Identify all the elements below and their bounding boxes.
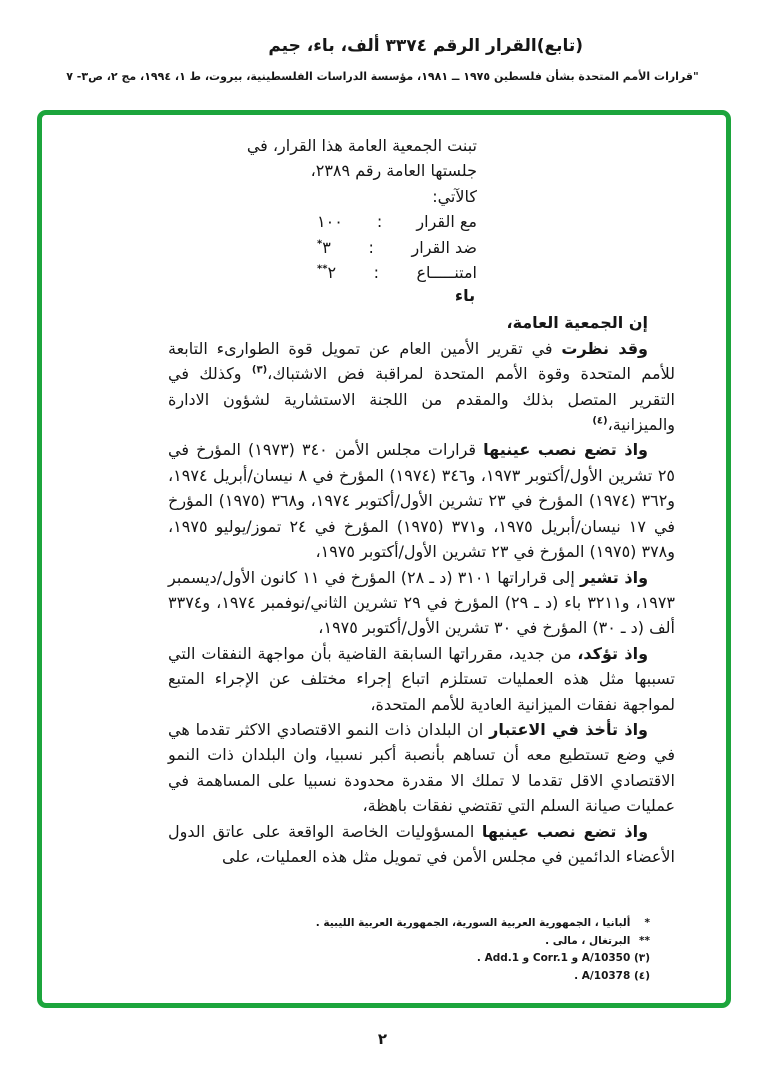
paragraph-text: ان البلدان ذات النمو الاقتصادي الاكثر تقدما هي في وضع تستطيع معه أن تساهم بأنصبة أكبر نسبيا، وان البلدان ذات النمو الاقتصادي الاقل تقدما لا تملك الا مقدرة محدودة نسبيا على المساهمة في عمليات صيانة السلم التي تقتضي نفقات باهظة، [168,719,675,816]
vote-value [317,260,336,285]
source-citation: "قرارات الأمم المتحدة بشأن فلسطين ١٩٧٥ ــ ١٩٨١، مؤسسة الدراسات الفلسطينية، بيروت، ط ١، ١٩٩٤، مج ٢، ص٣- ٧ [66,70,699,83]
vote-count: ٣ [322,237,331,257]
adoption-line: جلستها العامة رقم ٢٣٨٩، [310,161,477,181]
adoption-statement [187,133,477,209]
paragraph-lead: واذ تأخذ في الاعتبار [489,719,648,739]
preamble-paragraph-5 [168,717,675,819]
footnote-marker: (٣) [633,952,650,964]
preamble-paragraph-3 [168,565,675,641]
page-content [168,133,675,869]
vote-tally [317,209,477,285]
vote-label: امتنـــــاع [416,263,477,283]
footnote-reference-3: (٣) [251,364,268,376]
footnote-text: A/10350 و Corr.1 و Add.1 . [476,952,631,964]
header-title: (تابع)القرار الرقم ٣٣٧٤ ألف، باء، جيم [268,36,583,56]
vote-row-for [317,209,477,234]
adoption-line: تبنت الجمعية العامة هذا القرار، في [246,136,477,155]
paragraph-lead: واذ تشير [579,567,649,587]
preamble-paragraph-6 [168,819,675,870]
paragraph-lead: واذ تضع نصب عينيها [483,440,648,460]
vote-colon: : [373,263,379,283]
paragraph-lead: واذ تضع نصب عينيها [481,821,649,841]
footnote-item-1 [82,915,650,933]
paragraph-lead: واذ تؤكد، [577,643,649,663]
paragraph-text: في تقرير الأمين العام عن تمويل قوة الطوارىء التابعة للأمم المتحدة وقوة الأمم المتحدة لمراقبة فض الاشتباك، [168,338,675,384]
vote-row-against [317,235,477,260]
footnote-item-4 [82,968,650,986]
preamble-paragraph-1 [168,336,675,438]
footnote-item-3 [82,950,650,968]
paragraph-lead: وقد نظرت [561,338,648,358]
page-number: ٢ [377,1030,388,1048]
vote-colon: : [376,212,383,232]
adoption-line: كالآتي: [432,186,477,206]
vote-count: ٢ [327,263,337,283]
paragraph-text: المسؤوليات الخاصة الواقعة على عاتق الدول الأعضاء الدائمين في مجلس الأمن في تمويل مثل هذه العمليات، على [168,821,675,866]
footnote-text: A/10378 . [574,969,631,982]
paragraph-text: وكذلك في التقرير المتصل بذلك والمقدم من اللجنة الاستشارية لشؤون الادارة والميزانية، [168,364,675,435]
footnote-marker: * [644,917,650,929]
footnote-text: ألبانيا ، الجمهورية العربية السورية، الجمهورية العربية الليبية . [315,917,631,929]
vote-value [317,235,331,260]
vote-count: ١٠٠ [317,212,343,232]
paragraph-text: قرارات مجلس الأمن ٣٤٠ (١٩٧٣) المؤرخ في ٢٥ تشرين الأول/أكتوبر ١٩٧٣، و٣٤٦ (١٩٧٤) المؤرخ في ٨ نيسان/أبريل ١٩٧٤، و٣٦٢ (١٩٧٤) المؤرخ في ٢٣ تشرين الأول/أكتوبر ١٩٧٤، و٣٦٨ (١٩٧٥) المؤرخ في ١٧ نيسان/أبريل ١٩٧٥، و٣٧١ (١٩٧٥) المؤرخ في ٢٤ تموز/يوليو ١٩٧٥، و٣٧٨ (١٩٧٥) المؤرخ في ٢٣ تشرين الأول/أكتوبر ١٩٧٥، [168,440,676,562]
vote-label: ضد القرار [411,237,477,257]
vote-label: مع القرار [416,212,477,232]
vote-colon: : [368,237,374,257]
paragraph-text: إلى قراراتها ٣١٠١ (د ـ ٢٨) المؤرخ في ١١ كانون الأول/ديسمبر ١٩٧٣، و٣٢١١ باء (د ـ ٢٩) المؤرخ في ٢٩ تشرين الثاني/نوفمبر ١٩٧٤، و٣٣٧٤ ألف (د ـ ٣٠) المؤرخ في ٣٠ تشرين الأول/أكتوبر ١٩٧٥، [168,567,676,638]
footnote-marker: ** [639,934,650,947]
paragraph-text: من جديد، مقرراتها السابقة القاضية بأن مواجهة النفقات التي تسببها مثل هذه العمليات تستلزم اتباع إجراء مختلف عن الإجراء المتبع لمواجهة نفقات الميزانية العادية للأمم المتحدة، [168,643,675,714]
preamble-paragraph-2 [168,437,675,564]
vote-footnote-marker: ** [317,263,328,275]
section-heading-ba: باء [454,286,476,306]
vote-footnote-marker: * [317,238,323,250]
footnotes-list [82,915,650,985]
annotation-frame [37,110,731,1008]
footnote-text: البرتغال ، مالى . [545,934,631,947]
footnote-marker: (٤) [633,969,650,982]
vote-value [317,209,343,234]
vote-row-abstain [317,260,477,285]
footnote-reference-4: (٤) [592,415,608,427]
preamble-paragraph-4 [168,641,675,717]
footnote-item-2 [82,933,650,951]
preamble-intro: إن الجمعية العامة، [506,313,648,333]
